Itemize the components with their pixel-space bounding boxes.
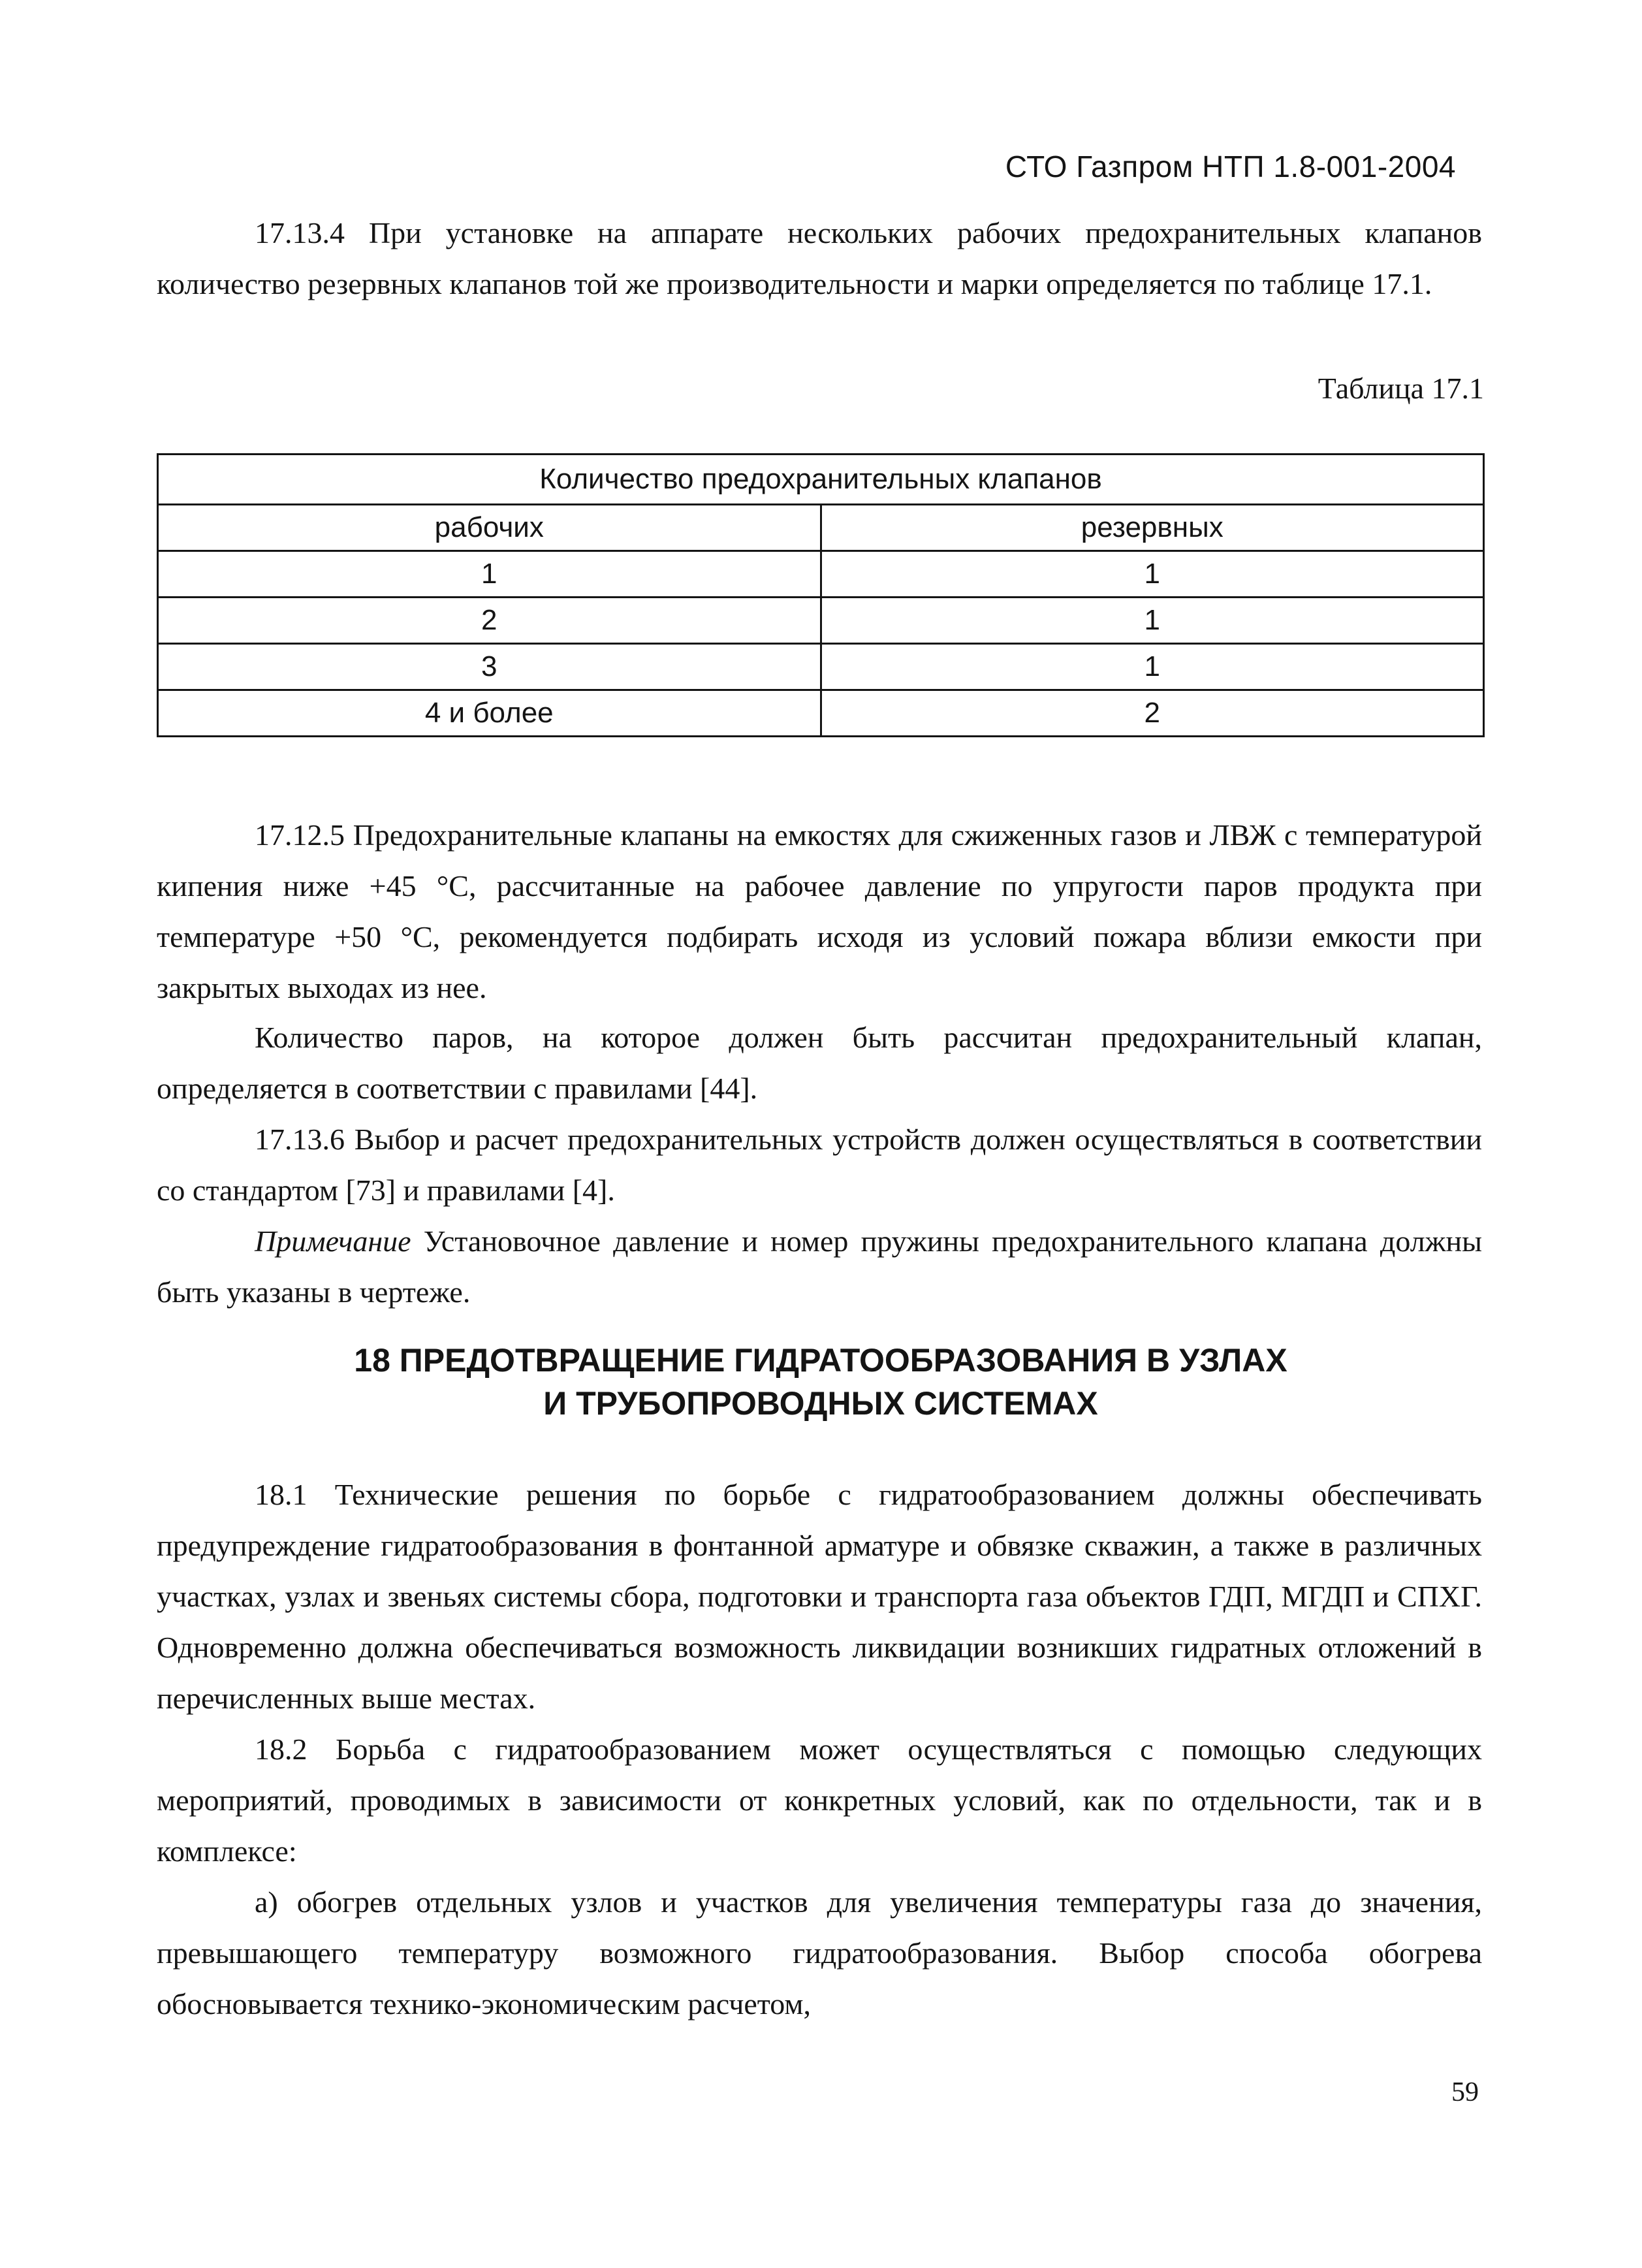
note-text: Установочное давление и номер пружины предохранительного клапана должны быть указаны в чертеже. (157, 1224, 1482, 1309)
table-header-row (158, 455, 1484, 505)
section-title-line-1: 18 ПРЕДОТВРАЩЕНИЕ ГИДРАТООБРАЗОВАНИЯ В УЗЛАХ (354, 1342, 1287, 1379)
note-paragraph (157, 1216, 1482, 1318)
cell-working: 3 (158, 644, 821, 690)
cell-reserve: 1 (821, 598, 1484, 644)
valves-table (157, 453, 1485, 737)
paragraph-17-12-5: 17.12.5 Предохранительные клапаны на емкостях для сжиженных газов и ЛВЖ с температурой кипения ниже +45 °С, рассчитанные на рабочее давление по упругости паров продукта при температуре +50 °С, рекомендуется подбирать исходя из условий пожара вблизи емкости при закрытых выходах из нее. (157, 818, 1482, 1004)
paragraph-17-13-6: 17.13.6 Выбор и расчет предохранительных устройств должен осуществляться в соответствии со стандартом [73] и правилами [4]. (157, 1123, 1482, 1207)
column-header-working: рабочих (158, 505, 821, 551)
page-number: 59 (1451, 2077, 1479, 2107)
paragraph-18-2: 18.2 Борьба с гидратообразованием может осуществляться с помощью следующих мероприятий, проводимых в зависимости от конкретных условий, как по отдельности, так и в комплексе: (157, 1733, 1482, 1868)
note-label: Примечание (255, 1224, 411, 1258)
section-18-title (157, 1339, 1485, 1425)
cell-reserve: 2 (821, 690, 1484, 737)
cell-reserve: 1 (821, 644, 1484, 690)
table-header-main: Количество предохранительных клапанов (158, 455, 1484, 505)
table-subheader-row (158, 505, 1484, 551)
paragraph-vapors: Количество паров, на которое должен быть рассчитан предохранительный клапан, определяется в соответствии с правилами [44]. (157, 1021, 1482, 1105)
cell-working: 2 (158, 598, 821, 644)
table-row (158, 644, 1484, 690)
column-header-reserve: резервных (821, 505, 1484, 551)
paragraph-18-1: 18.1 Технические решения по борьбе с гидратообразованием должны обеспечивать предупреждение гидратообразования в фонтанной арматуре и обвязке скважин, а также в различных участках, узлах и звеньях системы сбора, подготовки и транспорта газа объектов ГДП, МГДП и СПХГ. Одновременно должна обеспечиваться возможность ликвидации возникших гидратных отложений в перечисленных выше местах. (157, 1478, 1482, 1715)
table-row (158, 551, 1484, 598)
cell-working: 1 (158, 551, 821, 598)
section-title-line-2: И ТРУБОПРОВОДНЫХ СИСТЕМАХ (543, 1385, 1098, 1422)
paragraph-17-13-4: 17.13.4 При установке на аппарате нескольких рабочих предохранительных клапанов количество резервных клапанов той же производительности и марки определяется по таблице 17.1. (157, 216, 1482, 300)
cell-working: 4 и более (158, 690, 821, 737)
table-caption: Таблица 17.1 (1318, 372, 1484, 405)
standard-header: СТО Газпром НТП 1.8-001-2004 (1005, 150, 1456, 184)
paragraph-18-2-a: а) обогрев отдельных узлов и участков для увеличения температуры газа до значения, превышающего температуру возможного гидратообразования. Выбор способа обогрева обосновывается технико-экономическим расчетом, (157, 1885, 1482, 2020)
table-row (158, 598, 1484, 644)
table-row (158, 690, 1484, 737)
cell-reserve: 1 (821, 551, 1484, 598)
